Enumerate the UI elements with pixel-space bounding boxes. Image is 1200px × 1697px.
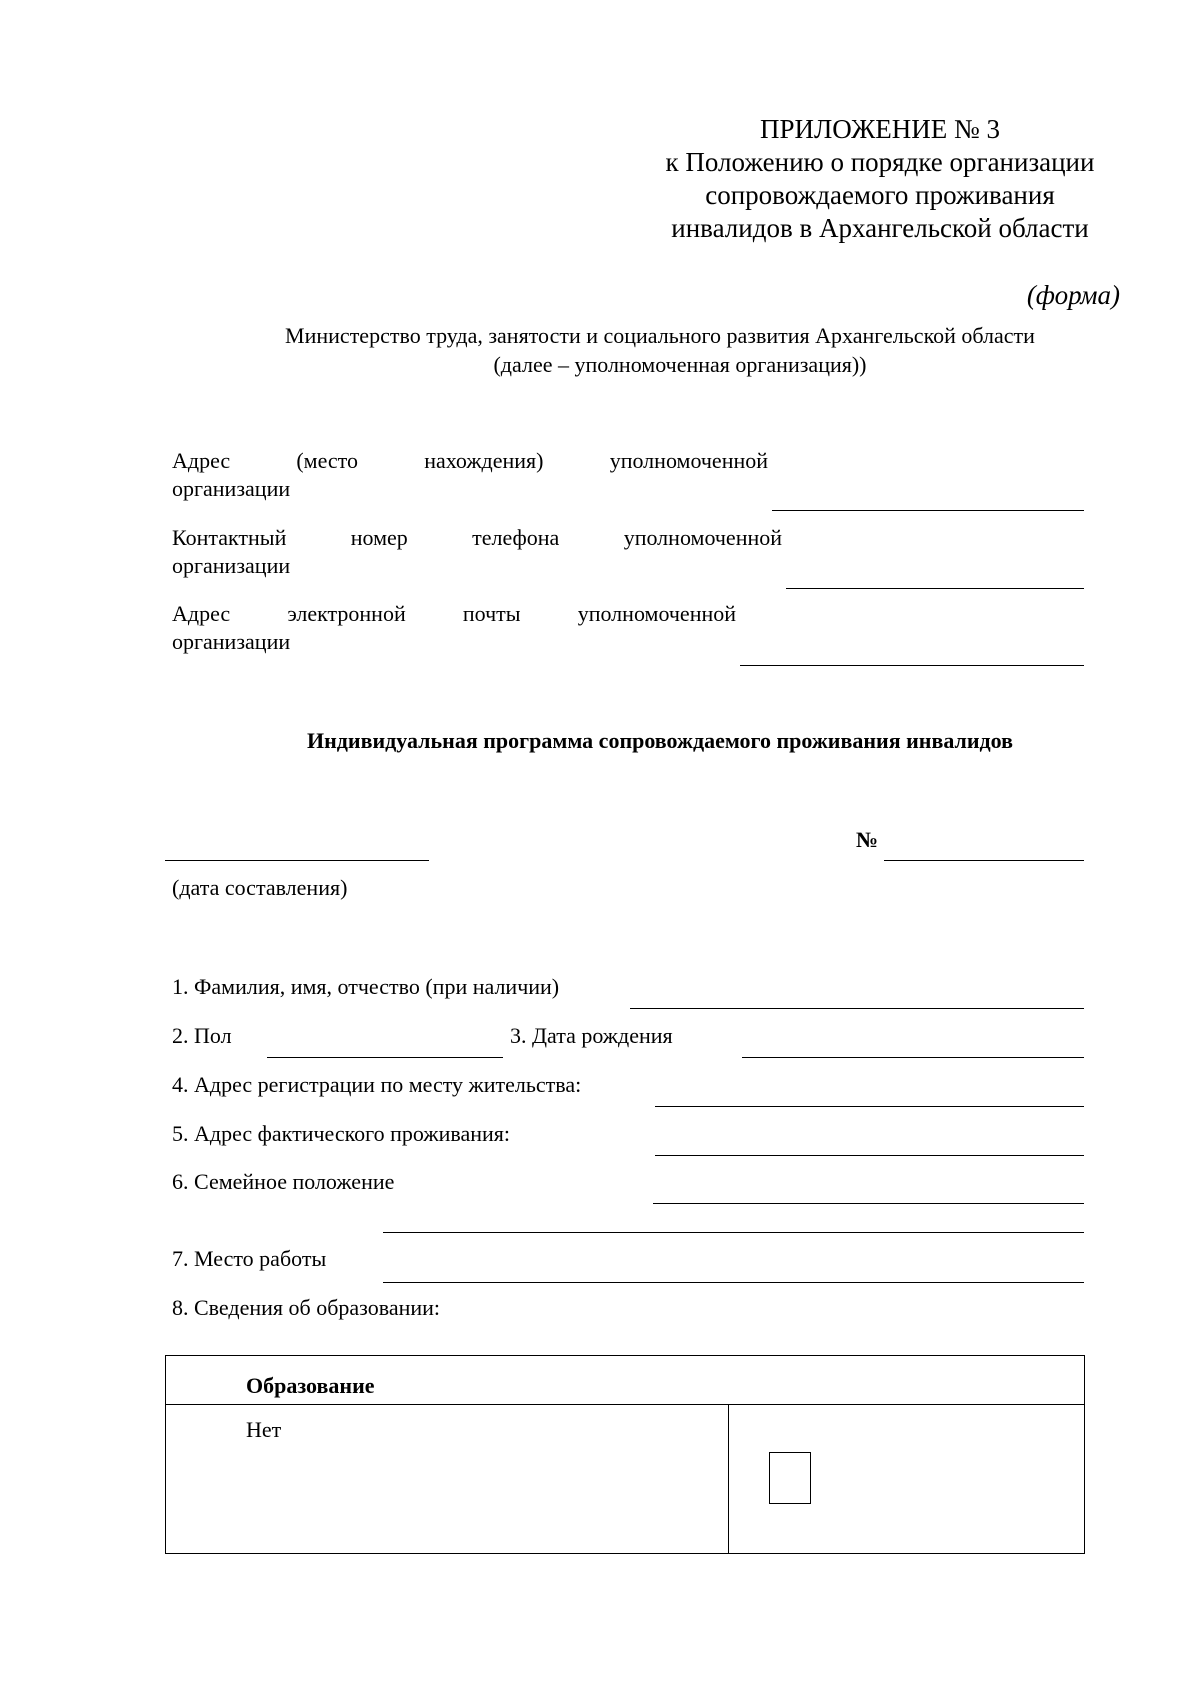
education-none-checkbox[interactable]: [769, 1452, 811, 1504]
phone-word-1: Контактный: [172, 525, 287, 550]
marital-status-input-line[interactable]: [653, 1203, 1084, 1204]
date-caption: (дата составления): [172, 875, 348, 900]
field-registration-address-label: 4. Адрес регистрации по месту жительства:: [172, 1072, 582, 1097]
document-title: Индивидуальная программа сопровождаемого проживания инвалидов: [306, 728, 1014, 753]
sex-input-line[interactable]: [267, 1057, 503, 1058]
appendix-line-1: к Положению о порядке организации: [665, 147, 1095, 177]
education-none-label: Нет: [246, 1417, 282, 1442]
email-label-tail: организации: [172, 629, 291, 654]
phone-label-tail: организации: [172, 553, 291, 578]
address-label: [172, 447, 768, 475]
email-word-2: электронной: [287, 601, 406, 626]
number-input-line[interactable]: [884, 860, 1084, 861]
appendix-line-2: сопровождаемого проживания: [705, 180, 1055, 210]
field-birthdate-label: 3. Дата рождения: [510, 1023, 673, 1048]
address-word-1: Адрес: [172, 448, 231, 473]
field-full-name-label: 1. Фамилия, имя, отчество (при наличии): [172, 974, 560, 999]
field-actual-address-label: 5. Адрес фактического проживания:: [172, 1121, 510, 1146]
appendix-number: ПРИЛОЖЕНИЕ № 3: [759, 114, 1001, 144]
education-row-none: [166, 1405, 1085, 1554]
email-label: [172, 600, 736, 628]
education-none-label-cell: [166, 1405, 729, 1554]
education-header: Образование: [246, 1373, 375, 1398]
education-none-checkbox-cell: [729, 1405, 1085, 1554]
actual-address-input-line[interactable]: [655, 1155, 1084, 1156]
organization-note: (далее – уполномоченная организация)): [493, 352, 867, 377]
birthdate-input-line[interactable]: [742, 1057, 1084, 1058]
appendix-header: [620, 113, 1140, 245]
address-input-line[interactable]: [772, 510, 1084, 511]
field-education-label: 8. Сведения об образовании:: [172, 1295, 441, 1320]
address-word-4: уполномоченной: [609, 448, 769, 473]
education-header-cell: [166, 1356, 1085, 1405]
email-word-4: уполномоченной: [577, 601, 737, 626]
education-table: [165, 1355, 1085, 1554]
organization-name: Министерство труда, занятости и социального развития Архангельской области: [285, 323, 1035, 348]
address-label-tail: организации: [172, 476, 291, 501]
address-word-3: нахождения): [424, 448, 544, 473]
field-sex-label: 2. Пол: [172, 1023, 232, 1048]
date-input-line[interactable]: [165, 860, 429, 861]
number-sign: №: [856, 827, 879, 852]
full-name-input-line[interactable]: [630, 1008, 1084, 1009]
workplace-input-line[interactable]: [383, 1282, 1084, 1283]
registration-address-input-line[interactable]: [655, 1106, 1084, 1107]
form-note: (форма): [1026, 280, 1120, 310]
education-table-header-row: [166, 1356, 1085, 1405]
phone-word-3: телефона: [472, 525, 560, 550]
phone-word-2: номер: [350, 525, 408, 550]
phone-label: [172, 524, 782, 552]
marital-status-extra-line[interactable]: [383, 1232, 1084, 1233]
email-input-line[interactable]: [740, 665, 1084, 666]
address-word-2: (место: [296, 448, 359, 473]
field-workplace-label: 7. Место работы: [172, 1246, 327, 1271]
appendix-line-3: инвалидов в Архангельской области: [671, 213, 1089, 243]
field-marital-status-label: 6. Семейное положение: [172, 1169, 395, 1194]
phone-word-4: уполномоченной: [623, 525, 783, 550]
email-word-3: почты: [462, 601, 521, 626]
phone-input-line[interactable]: [786, 588, 1084, 589]
email-word-1: Адрес: [172, 601, 231, 626]
